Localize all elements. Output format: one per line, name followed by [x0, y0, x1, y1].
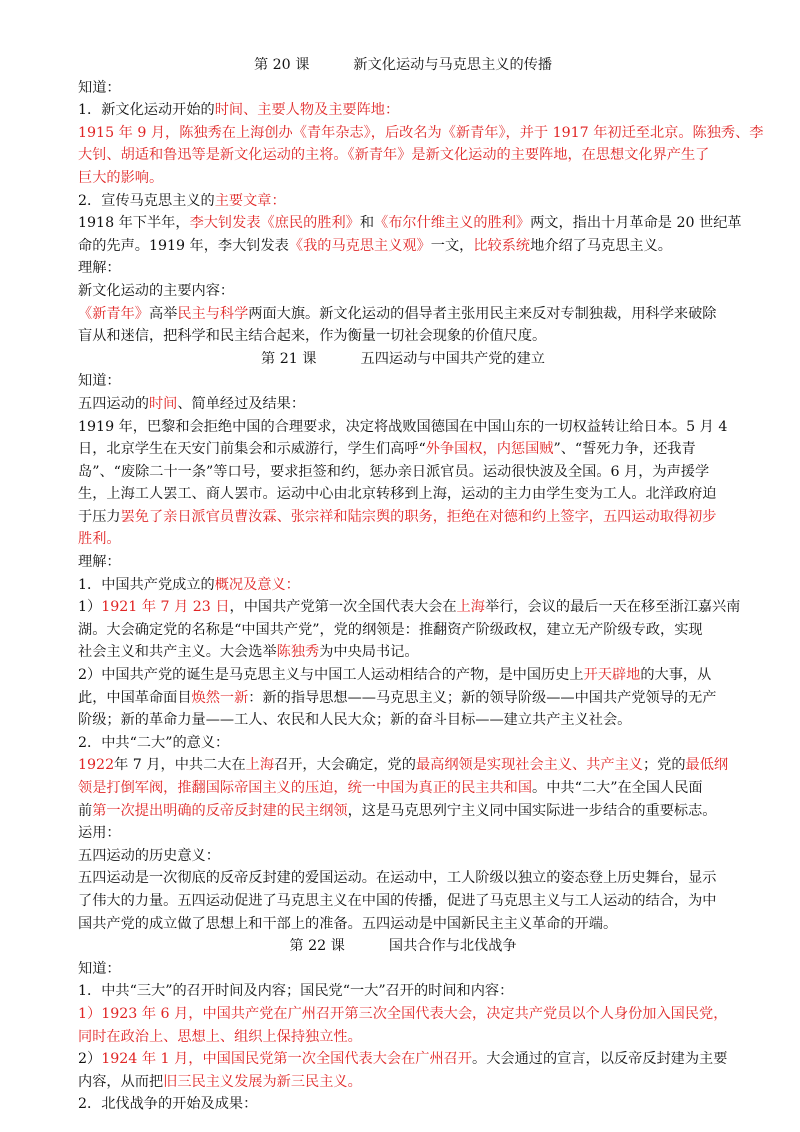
- text-span: 高举: [148, 305, 178, 322]
- highlight-span: 1922: [78, 757, 115, 774]
- subheading: 新文化运动的主要内容：: [78, 282, 235, 299]
- answer-line: 同时在政治上、思想上、组织上保持独立性。: [78, 1028, 362, 1045]
- highlight-span: 陈独秀: [276, 644, 320, 661]
- text-span: 五四运动的: [78, 395, 149, 412]
- lesson-21-title: [78, 348, 728, 371]
- answer-line: [78, 754, 728, 777]
- answer-line: [78, 212, 742, 235]
- highlight-span: 民主与科学: [177, 305, 249, 322]
- text-span: 召开，大会确定，党的: [274, 757, 416, 774]
- text-span: 社会主义和共产主义。大会选举: [78, 644, 277, 661]
- answer-line: 大钊、胡适和鲁迅等是新文化运动的主将。《新青年》是新文化运动的主要阵地，在思想文化界产生了: [78, 147, 710, 164]
- answer-line: 巨大的影响。: [78, 169, 164, 186]
- text-span: 。中共“二大”在全国人民面: [532, 780, 703, 796]
- answer-line: 岛”、“废除二十一条”等口号，要求拒签和约，惩办亲日派官员。运动很快波及全国。6 月，为声援学: [78, 463, 710, 480]
- highlight-span: 1924 年 1 月，中国国民党第一次全国代表大会在广州召开: [101, 1051, 473, 1068]
- lesson-22-title: [78, 935, 728, 958]
- lesson-number: 第 22 课: [289, 938, 345, 955]
- answer-line: [78, 687, 728, 710]
- highlight-span: 时间、主要人物及主要阵地：: [214, 102, 400, 119]
- text-span: 于压力: [78, 508, 121, 525]
- answer-line: 胜利。: [78, 531, 121, 548]
- lesson-number: 第 20 课: [253, 57, 310, 73]
- highlight-span: 《我的马克思主义观》: [288, 237, 431, 254]
- text-span: 为中央局书记。: [319, 644, 419, 661]
- text-span: 年 7 月，中共二大在: [114, 757, 246, 774]
- question-1: [78, 99, 728, 122]
- answer-line: [78, 303, 728, 326]
- answer-line: [78, 596, 741, 619]
- text-span: 日，北京学生在天安门前集会和示威游行，学生们高呼“: [78, 441, 426, 458]
- question-1: [78, 574, 728, 597]
- question: [78, 393, 728, 416]
- highlight-span: 概况及意义：: [214, 576, 300, 593]
- text-span: 2）中国共产党的诞生是马克思主义与中国工人运动相结合的产物，是中国历史上: [78, 667, 584, 684]
- text-span: 的大事，从: [640, 667, 712, 684]
- section-heading-understand: 理解：: [78, 554, 121, 571]
- answer-line: 1919 年，巴黎和会拒绝中国的合理要求，决定将战败国德国在中国山东的一切权益转让给日本。5 月 4: [78, 418, 728, 435]
- lesson-20-title: [78, 54, 728, 77]
- answer-line: 湖。大会确定党的名称是“中国共产党”，党的纲领是：推翻资产阶级政权，建立无产阶级专政，实现: [78, 621, 703, 638]
- text-span: 前: [78, 802, 93, 819]
- answer-line: [78, 800, 728, 823]
- text-span: ，中国共产党第一次全国代表大会在: [229, 599, 457, 616]
- question-2: 2．中共“二大”的意义：: [78, 734, 230, 751]
- section-heading-know: 知道：: [78, 79, 121, 96]
- section-heading-understand: 理解：: [78, 260, 121, 277]
- answer-line: 1）1923 年 6 月，中国共产党在广州召开第三次全国代表大会，决定共产党员以个人身份加入国民党，: [78, 1005, 728, 1022]
- highlight-span: 1921 年 7 月 23 日: [101, 599, 230, 616]
- highlight-span: 第一次提出明确的反帝反封建的民主纲领: [92, 802, 348, 819]
- section-heading-know: 知道：: [78, 373, 121, 390]
- text-span: 此，中国革命面目: [78, 689, 192, 706]
- highlight-span: 上海: [456, 599, 485, 616]
- text-span: 。大会通过的宣言，以反帝反封建为主要: [472, 1051, 728, 1068]
- section-heading-know: 知道：: [78, 960, 121, 977]
- answer-line: 阶级；新的革命力量——工人、农民和人民大众；新的奋斗目标——建立共产主义社会。: [78, 712, 632, 729]
- answer-line: [78, 506, 728, 529]
- answer-line: [78, 641, 728, 664]
- answer-line: [78, 235, 728, 258]
- answer-line: 盲从和迷信，把科学和民主结合起来，作为衡量一切社会现象的价值尺度。: [78, 328, 547, 345]
- answer-line: 了伟大的力量。五四运动促进了马克思主义在中国的传播，促进了马克思主义与工人运动的结合，为中: [78, 892, 717, 909]
- answer-line: 1915 年 9 月，陈独秀在上海创办《青年杂志》，后改名为《新青年》，并于 1917 年初迁至北京。陈独秀、李: [78, 124, 764, 141]
- text-span: 两文，指出十月革命是 20 世纪革: [530, 215, 742, 232]
- answer-line: 国共产党的成立做了思想上和干部上的准备。五四运动是中国新民主主义革命的开端。: [78, 915, 618, 932]
- text-span: 和: [359, 215, 375, 232]
- text-span: 地介绍了马克思主义。: [530, 237, 672, 254]
- text-span: 1）: [78, 599, 102, 616]
- text-span: 1．新文化运动开始的: [78, 102, 215, 119]
- highlight-span: 时间: [148, 395, 178, 412]
- section-heading-apply: 运用：: [78, 825, 121, 842]
- answer-line: 五四运动是一次彻底的反帝反封建的爱国运动。在运动中，工人阶级以独立的姿态登上历史舞台，显示: [78, 870, 717, 887]
- highlight-span: 罢免了亲日派官员曹汝霖、张宗祥和陆宗舆的职务，拒绝在对德和约上签字，五四运动取得初步: [120, 508, 717, 525]
- highlight-span: 焕然一新: [191, 689, 249, 706]
- text-span: ，这是马克思列宁主义同中国实际进一步结合的重要标志。: [347, 802, 717, 819]
- answer-line: 生，上海工人罢工、商人罢市。运动中心由北京转移到上海，运动的主力由学生变为工人。北洋政府迫: [78, 486, 717, 503]
- text-span: 2．宣传马克思主义的: [78, 192, 215, 209]
- text-span: 2）: [78, 1051, 102, 1068]
- text-span: 内容，从而把: [78, 1073, 164, 1090]
- highlight-span: 《布尔什维主义的胜利》: [374, 215, 531, 232]
- subheading: 五四运动的历史意义：: [78, 847, 220, 864]
- highlight-span: 上海: [245, 757, 275, 774]
- text-span: ；党的: [642, 757, 686, 774]
- highlight-span: 开天辟地: [583, 667, 641, 684]
- text-span: 一文，: [430, 237, 474, 254]
- text-span: 1．中国共产党成立的: [78, 576, 215, 593]
- answer-line: [78, 438, 728, 461]
- lesson-number: 第 21 课: [261, 350, 317, 367]
- text-span: 两面大旗。新文化运动的倡导者主张用民主来反对专制独裁，用科学来破除: [248, 305, 717, 322]
- question-2: 2．北伐战争的开始及成果：: [78, 1096, 258, 1113]
- lesson-name: 五四运动与中国共产党的建立: [360, 350, 545, 367]
- text-span: 举行，会议的最后一天在移至浙江嘉兴南: [484, 599, 741, 616]
- highlight-span: 旧三民主义发展为新三民主义。: [163, 1073, 362, 1090]
- text-span: ：新的指导思想——马克思主义；新的领导阶级——中国共产党领导的无产: [248, 689, 717, 706]
- text-span: 1918 年下半年，: [78, 215, 190, 232]
- document-page: [78, 54, 764, 1116]
- text-span: ”、“誓死力争，还我青: [553, 441, 696, 458]
- text-span: 、简单经过及结果：: [177, 395, 306, 412]
- lesson-name: 新文化运动与马克思主义的传播: [353, 57, 553, 73]
- highlight-span: 最高纲领是实现社会主义、共产主义: [415, 757, 643, 774]
- highlight-span: 李大钊发表《庶民的胜利》: [189, 215, 360, 232]
- answer-line: [78, 1071, 728, 1094]
- answer-line: [78, 664, 728, 687]
- highlight-span: 《新青年》: [78, 305, 149, 322]
- highlight-span: 主要文章：: [214, 192, 286, 209]
- question-1: 1．中共“三大”的召开时间及内容；国民党“一大”召开的时间和内容：: [78, 983, 514, 1000]
- answer-line: [78, 777, 728, 800]
- highlight-span: 外争国权，内惩国贼: [425, 441, 554, 458]
- lesson-name: 国共合作与北伐战争: [388, 938, 517, 955]
- highlight-span: 领是打倒军阀，推翻国际帝国主义的压迫，统一中国为真正的民主共和国: [78, 780, 533, 796]
- highlight-span: 最低纲: [685, 757, 729, 774]
- highlight-span: 比较系统: [473, 237, 531, 254]
- question-2: [78, 190, 728, 213]
- text-span: 命的先声。1919 年，李大钊发表: [78, 237, 289, 254]
- answer-line: [78, 1048, 728, 1071]
